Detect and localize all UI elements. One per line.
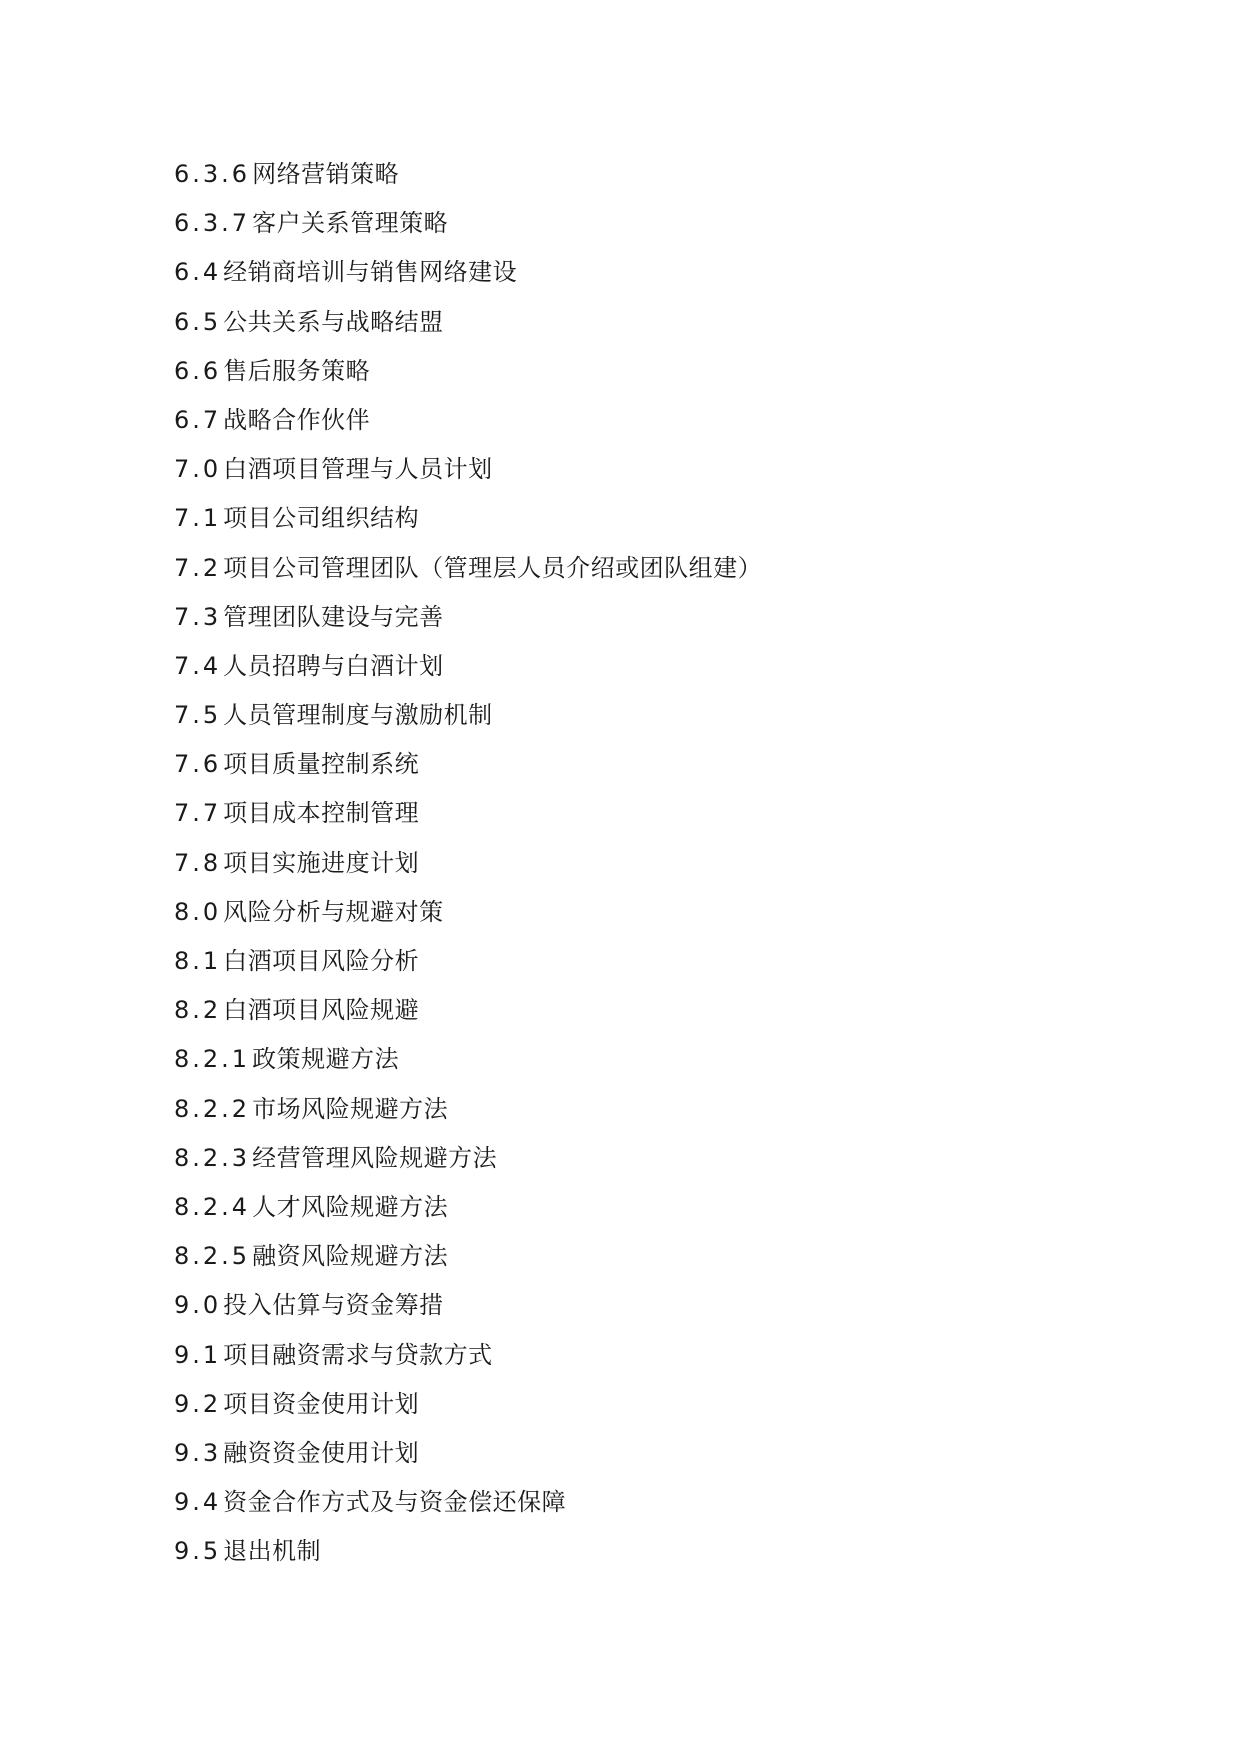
toc-entry bbox=[174, 894, 762, 943]
toc-entry-title: 项目公司组织结构 bbox=[223, 504, 420, 533]
toc-entry bbox=[174, 746, 762, 795]
toc-entry-number: 7.1 bbox=[174, 504, 222, 533]
toc-entry bbox=[174, 795, 762, 844]
toc-entry-number: 8.2 bbox=[174, 996, 222, 1025]
toc-entry-number: 8.2.1 bbox=[174, 1045, 251, 1074]
toc-entry-title: 项目成本控制管理 bbox=[223, 799, 420, 828]
toc-entry-number: 9.5 bbox=[174, 1537, 222, 1566]
toc-entry bbox=[174, 1140, 762, 1189]
toc-entry bbox=[174, 1386, 762, 1435]
toc-entry-title: 市场风险规避方法 bbox=[252, 1094, 449, 1123]
toc-entry-number: 9.0 bbox=[174, 1291, 222, 1320]
table-of-contents bbox=[174, 156, 762, 1582]
toc-entry-title: 融资资金使用计划 bbox=[223, 1438, 420, 1467]
toc-entry bbox=[174, 1238, 762, 1287]
toc-entry bbox=[174, 1337, 762, 1386]
toc-entry-title: 白酒项目风险分析 bbox=[223, 947, 420, 975]
toc-entry bbox=[174, 697, 762, 746]
toc-entry-title: 人员招聘与白酒计划 bbox=[223, 651, 444, 680]
toc-entry bbox=[174, 1091, 762, 1140]
toc-entry bbox=[174, 205, 762, 254]
toc-entry-number: 6.3.6 bbox=[174, 160, 251, 188]
toc-entry-number: 7.6 bbox=[174, 750, 222, 779]
toc-entry bbox=[174, 1287, 762, 1336]
toc-entry bbox=[174, 1435, 762, 1484]
toc-entry-number: 8.1 bbox=[174, 947, 222, 975]
toc-entry-title: 项目融资需求与贷款方式 bbox=[223, 1340, 493, 1369]
toc-entry-title: 融资风险规避方法 bbox=[252, 1242, 449, 1271]
toc-entry-title: 经营管理风险规避方法 bbox=[252, 1143, 498, 1172]
toc-entry-title: 网络营销策略 bbox=[252, 160, 400, 188]
toc-entry bbox=[174, 353, 762, 402]
toc-entry-title: 风险分析与规避对策 bbox=[223, 897, 444, 926]
toc-entry-title: 经销商培训与销售网络建设 bbox=[223, 258, 518, 287]
toc-entry bbox=[174, 1189, 762, 1238]
toc-entry-title: 售后服务策略 bbox=[223, 356, 371, 385]
toc-entry bbox=[174, 1484, 762, 1533]
toc-entry-title: 客户关系管理策略 bbox=[252, 209, 449, 238]
toc-entry-number: 9.4 bbox=[174, 1488, 222, 1517]
toc-entry-number: 7.2 bbox=[174, 553, 222, 582]
toc-entry-title: 资金合作方式及与资金偿还保障 bbox=[223, 1488, 567, 1517]
toc-entry-number: 7.8 bbox=[174, 848, 222, 877]
toc-entry bbox=[174, 943, 762, 992]
toc-entry-title: 项目质量控制系统 bbox=[223, 750, 420, 779]
toc-entry-number: 9.1 bbox=[174, 1340, 222, 1369]
toc-entry-title: 公共关系与战略结盟 bbox=[223, 307, 444, 336]
toc-entry-number: 6.5 bbox=[174, 307, 222, 336]
toc-entry-number: 8.0 bbox=[174, 897, 222, 926]
toc-entry-title: 白酒项目风险规避 bbox=[223, 996, 420, 1025]
toc-entry-number: 8.2.2 bbox=[174, 1094, 251, 1123]
toc-entry-number: 7.7 bbox=[174, 799, 222, 828]
toc-entry bbox=[174, 304, 762, 353]
toc-entry bbox=[174, 550, 762, 599]
toc-entry-number: 8.2.5 bbox=[174, 1242, 251, 1271]
toc-entry bbox=[174, 1041, 762, 1090]
toc-entry-title: 退出机制 bbox=[223, 1537, 322, 1566]
toc-entry bbox=[174, 599, 762, 648]
toc-entry-title: 人员管理制度与激励机制 bbox=[223, 701, 493, 730]
toc-entry-title: 项目公司管理团队（管理层人员介绍或团队组建） bbox=[223, 553, 763, 582]
toc-entry-number: 6.7 bbox=[174, 405, 222, 434]
toc-entry-title: 管理团队建设与完善 bbox=[223, 602, 444, 631]
toc-entry-title: 战略合作伙伴 bbox=[223, 405, 371, 434]
toc-entry bbox=[174, 500, 762, 549]
toc-entry-number: 6.6 bbox=[174, 356, 222, 385]
toc-entry-title: 政策规避方法 bbox=[252, 1045, 400, 1074]
toc-entry bbox=[174, 402, 762, 451]
toc-entry-number: 7.4 bbox=[174, 651, 222, 680]
toc-entry-title: 项目实施进度计划 bbox=[223, 848, 420, 877]
toc-entry-number: 7.3 bbox=[174, 602, 222, 631]
toc-entry bbox=[174, 648, 762, 697]
toc-entry-title: 投入估算与资金筹措 bbox=[223, 1291, 444, 1320]
toc-entry bbox=[174, 992, 762, 1041]
toc-entry-number: 9.3 bbox=[174, 1438, 222, 1467]
toc-entry bbox=[174, 451, 762, 500]
toc-entry-number: 6.3.7 bbox=[174, 209, 251, 238]
toc-entry bbox=[174, 845, 762, 894]
toc-entry-title: 项目资金使用计划 bbox=[223, 1389, 420, 1418]
toc-entry-number: 8.2.4 bbox=[174, 1192, 251, 1221]
toc-entry bbox=[174, 156, 762, 205]
toc-entry-number: 9.2 bbox=[174, 1389, 222, 1418]
toc-entry-title: 人才风险规避方法 bbox=[252, 1192, 449, 1221]
toc-entry bbox=[174, 254, 762, 303]
toc-entry bbox=[174, 1533, 762, 1582]
toc-entry-title: 白酒项目管理与人员计划 bbox=[223, 455, 493, 484]
toc-entry-number: 8.2.3 bbox=[174, 1143, 251, 1172]
toc-entry-number: 7.0 bbox=[174, 455, 222, 484]
toc-entry-number: 6.4 bbox=[174, 258, 222, 287]
toc-entry-number: 7.5 bbox=[174, 701, 222, 730]
